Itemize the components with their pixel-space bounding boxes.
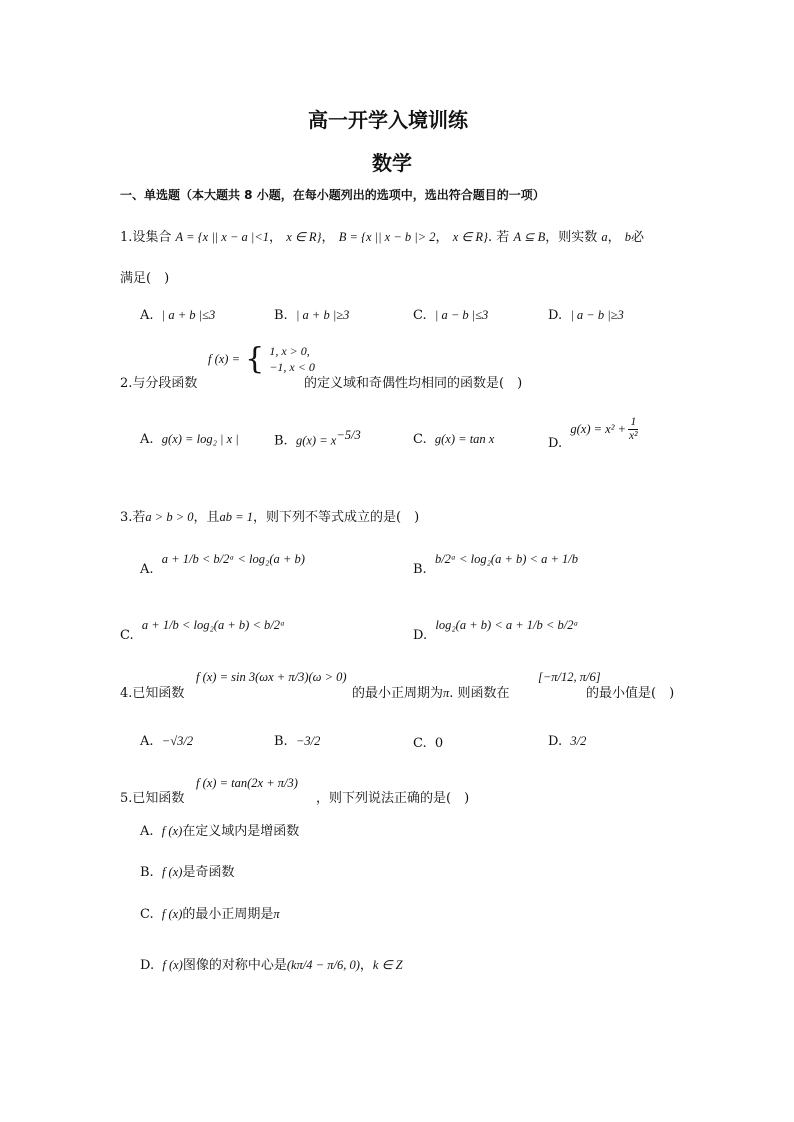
q3-option-d[interactable] (413, 618, 578, 643)
q1-satisfy: 满足 (120, 271, 147, 286)
option-text: 是奇函数 (182, 865, 235, 880)
option-expr: | a + b |≥3 (295, 308, 350, 322)
q1-comma: ， (607, 230, 621, 245)
q4-option-d[interactable] (548, 734, 586, 749)
option-label: A. (140, 308, 154, 323)
q4-answer-paren: ( ) (651, 686, 675, 701)
q5-option-c[interactable] (140, 903, 280, 922)
q5-suffix-text: ，则下列说法正确的是 (316, 791, 447, 806)
option-label: B. (140, 865, 154, 880)
option-expr: | a + b |≤3 (161, 308, 216, 322)
q5-suffix (316, 787, 469, 806)
q3-cond-1: a > b > 0 (145, 510, 194, 524)
option-label: C. (140, 907, 154, 922)
frac-den: x² (629, 430, 638, 443)
q3-option-a[interactable] (140, 552, 305, 577)
option-label: A. (140, 432, 154, 447)
option-expr: g(x) = x (295, 433, 337, 448)
option-label: A. (140, 734, 154, 749)
q2-prefix: 2.与分段函数 (120, 376, 198, 391)
q1-then: ，则实数 (545, 230, 598, 245)
q4-suffix-text: 的最小值是 (586, 686, 652, 701)
option-expr: log₂(a + b) < a + 1/b < b/2ᵃ (435, 618, 579, 632)
q4-interval: [−π/12, π/6] (538, 670, 601, 684)
section-heading: 一、单选题（本大题共 8 小题，在每小题列出的选项中，选出符合题目的一项） (120, 188, 545, 202)
q4-middle (352, 682, 510, 701)
option-label: C. (120, 628, 134, 643)
option-label: D. (548, 734, 563, 749)
q2-answer-paren: ( ) (499, 376, 523, 391)
option-tail: π (273, 907, 280, 921)
q3-option-c[interactable] (120, 618, 285, 643)
option-expr: | a − b |≤3 (434, 308, 489, 322)
q4-option-a[interactable] (140, 734, 193, 749)
q5-answer-paren: ( ) (446, 791, 470, 806)
option-label: B. (274, 433, 288, 449)
option-expr: | a − b |≥3 (570, 308, 624, 322)
option-label: C. (413, 308, 427, 323)
option-label: D. (413, 628, 428, 643)
option-label: D. (548, 308, 563, 323)
option-label: C. (413, 432, 427, 447)
q1-answer-paren: ( ) (146, 271, 170, 286)
q2-option-c[interactable] (413, 432, 494, 447)
q3-suffix: ，则下列不等式成立的是 (252, 510, 396, 525)
q1-option-b[interactable] (274, 308, 349, 323)
q1-subset: A ⊆ B (513, 230, 546, 244)
option-expr: a + 1/b < b/2ᵃ < log₂(a + b) (161, 552, 305, 566)
option-label: D. (140, 958, 155, 973)
q3-prefix: 3.若 (120, 510, 146, 525)
q2-option-a[interactable] (140, 432, 239, 447)
doc-subject: 数学 (372, 151, 412, 175)
q1-prefix: 1.设集合 (120, 230, 172, 245)
option-label: C. (413, 736, 427, 751)
q4-mid-text-2: . 则函数在 (449, 686, 510, 701)
q2-case-1: 1, x > 0, (269, 344, 310, 358)
q4-prefix: 4.已知函数 (120, 686, 185, 701)
q4-mid-text: 的最小正周期为 (352, 686, 444, 701)
q4-option-b[interactable] (274, 734, 320, 749)
option-label: A. (140, 562, 154, 577)
q1-option-a[interactable] (140, 308, 215, 323)
option-label: B. (413, 562, 427, 577)
option-expr: −3/2 (295, 734, 321, 748)
q5-option-a[interactable] (140, 820, 299, 839)
q4-pi: π (443, 686, 450, 700)
option-label: B. (274, 734, 288, 749)
option-expr: a + 1/b < log₂(a + b) < b/2ᵃ (141, 618, 285, 632)
q1-if: . 若 (488, 230, 510, 245)
frac-num: 1 (628, 416, 638, 430)
q1-set-a: A = {x || x − a |<1 (175, 230, 270, 244)
q2-suffix (304, 372, 522, 391)
question-1-line2 (120, 267, 169, 286)
option-tail: (kπ/4 − π/6, 0) (286, 958, 360, 972)
option-label: A. (140, 824, 154, 839)
option-label: B. (274, 308, 288, 323)
q3-answer-paren: ( ) (396, 510, 420, 525)
option-expr: −√3/2 (161, 734, 194, 748)
q2-option-d-fraction (627, 416, 640, 443)
option-label: D. (548, 436, 563, 452)
brace-icon: { (245, 341, 265, 377)
question-3 (120, 506, 419, 525)
q4-function: f (x) = sin 3(ωx + π/3)(ω > 0) (196, 670, 347, 684)
q2-suffix-text: 的定义域和奇偶性均相同的函数是 (304, 376, 500, 391)
q1-b: b (624, 230, 632, 244)
option-expr: 0 (434, 736, 444, 751)
q2-cases (269, 344, 315, 375)
q2-option-d[interactable] (548, 416, 641, 451)
option-fx: f (x) (161, 865, 183, 879)
q2-case-2: −1, x < 0 (269, 359, 315, 374)
q4-option-c[interactable] (413, 736, 443, 751)
q1-x-in-r-2: x ∈ R} (452, 230, 489, 244)
q5-prefix: 5.已知函数 (120, 791, 185, 806)
q1-option-c[interactable] (413, 308, 488, 323)
q3-option-b[interactable] (413, 552, 578, 577)
option-comma: ， (359, 958, 373, 973)
q3-and: ，且 (193, 510, 220, 525)
option-text: 的最小正周期是 (182, 907, 274, 922)
option-expr: 3/2 (570, 734, 587, 748)
q2-option-b[interactable] (274, 428, 361, 448)
q1-comma: ， (269, 230, 283, 245)
q2-fx: f (x) = (208, 352, 241, 367)
option-fx: f (x) (162, 958, 183, 972)
q1-comma: ， (321, 230, 335, 245)
option-expr: g(x) = log₂ | x | (161, 432, 239, 446)
q5-function: f (x) = tan(2x + π/3) (196, 776, 298, 790)
q2-option-b-exponent: −5/3 (336, 428, 361, 442)
option-text: 图像的对称中心是 (182, 958, 287, 973)
q5-option-b[interactable] (140, 861, 234, 880)
q1-x-in-r: x ∈ R} (286, 230, 322, 244)
q1-a: a (601, 230, 608, 244)
option-expr: b/2ᵃ < log₂(a + b) < a + 1/b (434, 552, 579, 566)
q1-comma: ， (435, 230, 449, 245)
q5-option-d[interactable] (140, 954, 403, 973)
option-text: 在定义域内是增函数 (182, 824, 300, 839)
option-fx: f (x) (161, 907, 183, 921)
doc-title: 高一开学入境训练 (308, 108, 468, 132)
option-tail-3: k ∈ Z (372, 958, 403, 972)
q3-cond-2: ab = 1 (219, 510, 253, 524)
q1-must: 必 (631, 230, 645, 245)
q1-option-d[interactable] (548, 308, 624, 323)
q4-suffix (586, 682, 674, 701)
option-expr: g(x) = x² + (570, 422, 627, 437)
option-fx: f (x) (161, 824, 183, 838)
option-expr: g(x) = tan x (434, 432, 495, 446)
question-1-line1 (120, 226, 644, 245)
q2-piecewise (208, 341, 315, 377)
q1-set-b: B = {x || x − b |> 2 (338, 230, 436, 244)
